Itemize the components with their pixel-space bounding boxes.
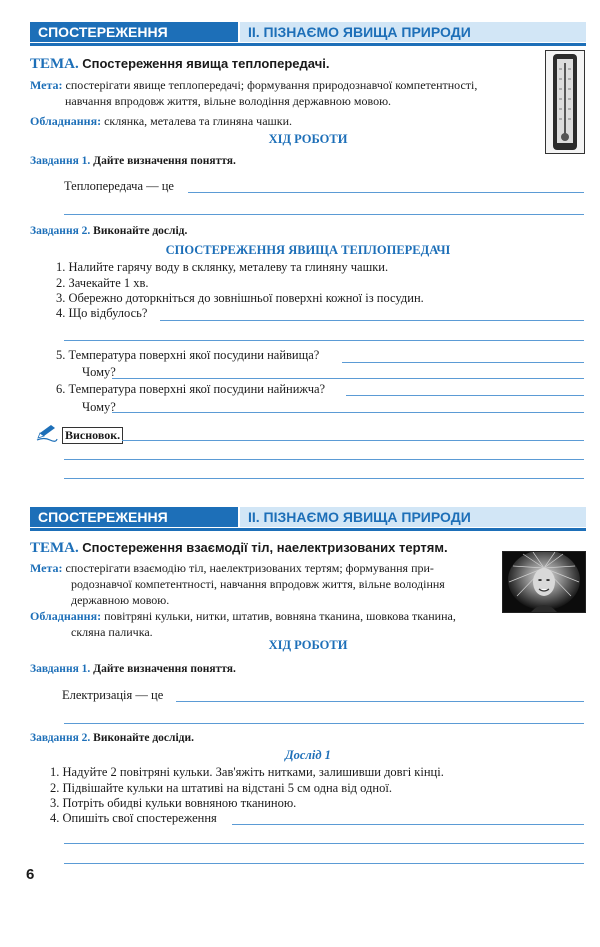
goal-text-2: родознавчої компетентності, навчання впродовж життя, вільне володіння — [71, 577, 445, 591]
section-label: СПОСТЕРЕЖЕННЯ — [30, 507, 238, 527]
equipment-text-1: повітряні кульки, нитки, штатив, вовняна тканина, шовкова тканина, — [104, 609, 456, 623]
equipment-block — [30, 113, 540, 129]
header-divider — [30, 43, 586, 46]
answer-line[interactable] — [188, 192, 584, 193]
equipment-label: Обладнання: — [30, 609, 102, 623]
equipment-text-2: скляна паличка. — [71, 625, 153, 639]
answer-line[interactable] — [346, 395, 584, 396]
goal-label: Мета: — [30, 561, 63, 575]
section-label: СПОСТЕРЕЖЕННЯ — [30, 22, 238, 42]
procedure-title: ХІД РОБОТИ — [268, 638, 348, 652]
equipment-block — [30, 608, 500, 640]
goal-label: Мета: — [30, 78, 63, 92]
experiment-title: Дослід 1 — [285, 748, 331, 762]
definition-term: Електризація — це — [62, 688, 164, 702]
step-4: 4. Що відбулось? — [56, 306, 148, 320]
answer-line[interactable] — [160, 320, 584, 321]
answer-line[interactable] — [232, 824, 584, 825]
goal-text-1: спостерігати явище теплопередачі; формування природознавчої компетентності, — [65, 78, 478, 92]
topic-heading — [30, 56, 329, 73]
equipment-label: Обладнання: — [30, 114, 102, 128]
why-label: Чому? — [82, 400, 116, 414]
goal-block — [30, 77, 540, 109]
experiment-title: СПОСТЕРЕЖЕННЯ ЯВИЩА ТЕПЛОПЕРЕДАЧІ — [165, 243, 451, 257]
task-1-label: Завдання 1. — [30, 155, 91, 167]
answer-line[interactable] — [64, 478, 584, 479]
answer-line[interactable] — [64, 459, 584, 460]
section-heat-transfer — [0, 22, 600, 462]
procedure-title: ХІД РОБОТИ — [268, 132, 348, 146]
portrait-icon — [503, 552, 585, 612]
electrified-hair-photo — [502, 551, 586, 613]
step-1: 1. Надуйте 2 повітряні кульки. Зав'яжіть нитками, залишивши довгі кінці. — [50, 765, 444, 779]
goal-text-2: навчання впродовж життя, вільне володіння державною мовою. — [65, 94, 392, 108]
step-3: 3. Обережно доторкніться до зовнішньої поверхні кожної із посудин. — [56, 291, 424, 305]
answer-line[interactable] — [64, 863, 584, 864]
answer-line[interactable] — [64, 843, 584, 844]
definition-term: Теплопередача — це — [64, 179, 174, 193]
task-1-text: Дайте визначення поняття. — [93, 155, 236, 167]
goal-text-3: державною мовою. — [71, 593, 170, 607]
step-3: 3. Потріть обидві кульки вовняною тканиною. — [50, 796, 297, 810]
task-1-label: Завдання 1. — [30, 663, 91, 675]
page-number: 6 — [26, 866, 35, 883]
pen-icon — [36, 424, 58, 442]
why-label: Чому? — [82, 365, 116, 379]
topic-text: Спостереження взаємодії тіл, наелектризованих тертям. — [82, 540, 448, 555]
task-1-text: Дайте визначення поняття. — [93, 663, 236, 675]
topic-label: ТЕМА. — [30, 540, 79, 556]
step-1: 1. Налийте гарячу воду в склянку, металеву та глиняну чашки. — [56, 260, 389, 274]
answer-line[interactable] — [64, 340, 584, 341]
question-5: 5. Температура поверхні якої посудини найвища? — [56, 348, 320, 362]
answer-line[interactable] — [342, 362, 584, 363]
task-1 — [30, 663, 236, 675]
topic-text: Спостереження явища теплопередачі. — [82, 56, 330, 71]
section-electrification — [0, 507, 600, 947]
goal-text-1: спостерігати взаємодію тіл, наелектризованих тертям; формування при- — [65, 561, 434, 575]
answer-line[interactable] — [112, 378, 584, 379]
step-2: 2. Зачекайте 1 хв. — [56, 276, 149, 290]
answer-line[interactable] — [122, 440, 584, 441]
topic-label: ТЕМА. — [30, 56, 79, 72]
goal-block — [30, 560, 500, 608]
task-2 — [30, 732, 194, 744]
header-divider — [30, 528, 586, 531]
equipment-text: склянка, металева та глиняна чашки. — [104, 114, 293, 128]
chapter-title: II. ПІЗНАЄМО ЯВИЩА ПРИРОДИ — [240, 507, 586, 527]
answer-line[interactable] — [176, 701, 584, 702]
conclusion-label: Висновок. — [62, 427, 123, 444]
answer-line[interactable] — [112, 412, 584, 413]
task-2-text: Виконайте досліди. — [93, 732, 194, 744]
answer-line[interactable] — [64, 723, 584, 724]
step-4: 4. Опишіть свої спостереження — [50, 811, 217, 825]
task-1 — [30, 155, 236, 167]
task-2-text: Виконайте дослід. — [93, 225, 188, 237]
answer-line[interactable] — [64, 214, 584, 215]
step-2: 2. Підвішайте кульки на штативі на відстані 5 см одна від одної. — [50, 781, 392, 795]
task-2-label: Завдання 2. — [30, 732, 91, 744]
task-2-label: Завдання 2. — [30, 225, 91, 237]
task-2 — [30, 225, 187, 237]
question-6: 6. Температура поверхні якої посудини найнижча? — [56, 382, 326, 396]
chapter-title: II. ПІЗНАЄМО ЯВИЩА ПРИРОДИ — [240, 22, 586, 42]
topic-heading — [30, 540, 448, 557]
